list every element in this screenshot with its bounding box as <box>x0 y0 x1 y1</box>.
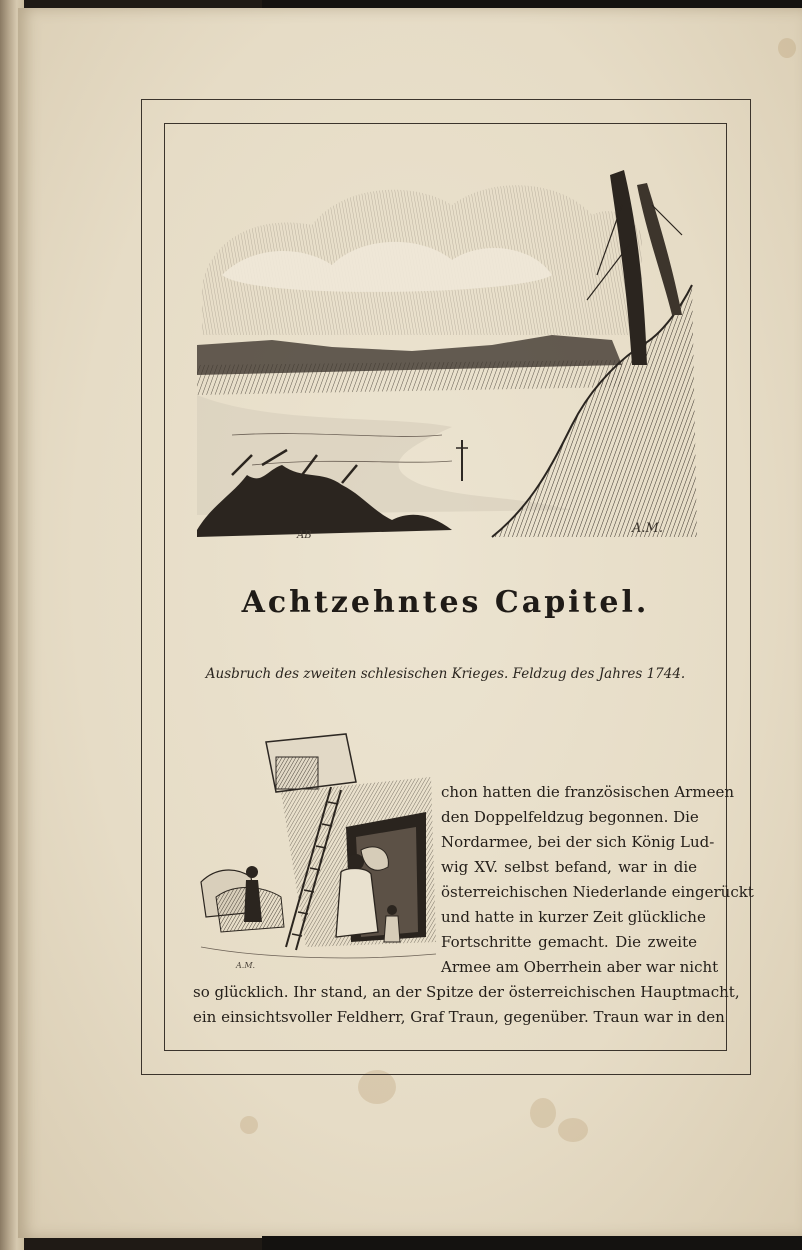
engraver-signature-right: A.M. <box>632 521 663 536</box>
scan-background-bottom <box>262 1236 802 1250</box>
distant-hills <box>197 335 622 395</box>
foxing-stain <box>530 1098 556 1128</box>
foxing-stain <box>778 38 796 58</box>
engraver-signature: A.M. <box>236 961 256 970</box>
ground-line <box>201 947 436 958</box>
village-scene-illustration <box>196 732 439 972</box>
body-text-line: österreichischen Niederlande eingerückt <box>441 883 754 901</box>
sky-clouds <box>202 185 642 335</box>
chapter-subtitle: Ausbruch des zweiten schlesischen Krieges. Feldzug des Jahres 1744. <box>205 666 686 682</box>
chapter-title: Achtzehntes Capitel. <box>241 585 650 620</box>
cattle-and-herder <box>201 866 284 932</box>
body-text-line: Fortschritte gemacht. Die zweite <box>441 933 697 951</box>
landscape-engraving <box>192 165 700 547</box>
body-text-line: so glücklich. Ihr stand, an der Spitze der österreichischen Hauptmacht, <box>193 983 740 1001</box>
foxing-stain <box>358 1070 396 1104</box>
foxing-stain <box>240 1116 258 1134</box>
body-text-line: Armee am Oberrhein aber war nicht <box>441 958 719 976</box>
body-text-line: chon hatten die französischen Armeen <box>441 783 734 801</box>
body-text-line: und hatte in kurzer Zeit glückliche <box>441 908 706 926</box>
body-text-line: Nordarmee, bei der sich König Lud- <box>441 833 715 851</box>
body-text-line: wig XV. selbst befand, war in die <box>441 858 697 876</box>
engraver-signature-left: AB <box>297 530 312 541</box>
foxing-stain <box>558 1118 588 1142</box>
body-text-line: ein einsichtsvoller Feldherr, Graf Traun, gegenüber. Traun war in den <box>193 1008 725 1026</box>
body-text-line: den Doppelfeldzug begonnen. Die <box>441 808 699 826</box>
